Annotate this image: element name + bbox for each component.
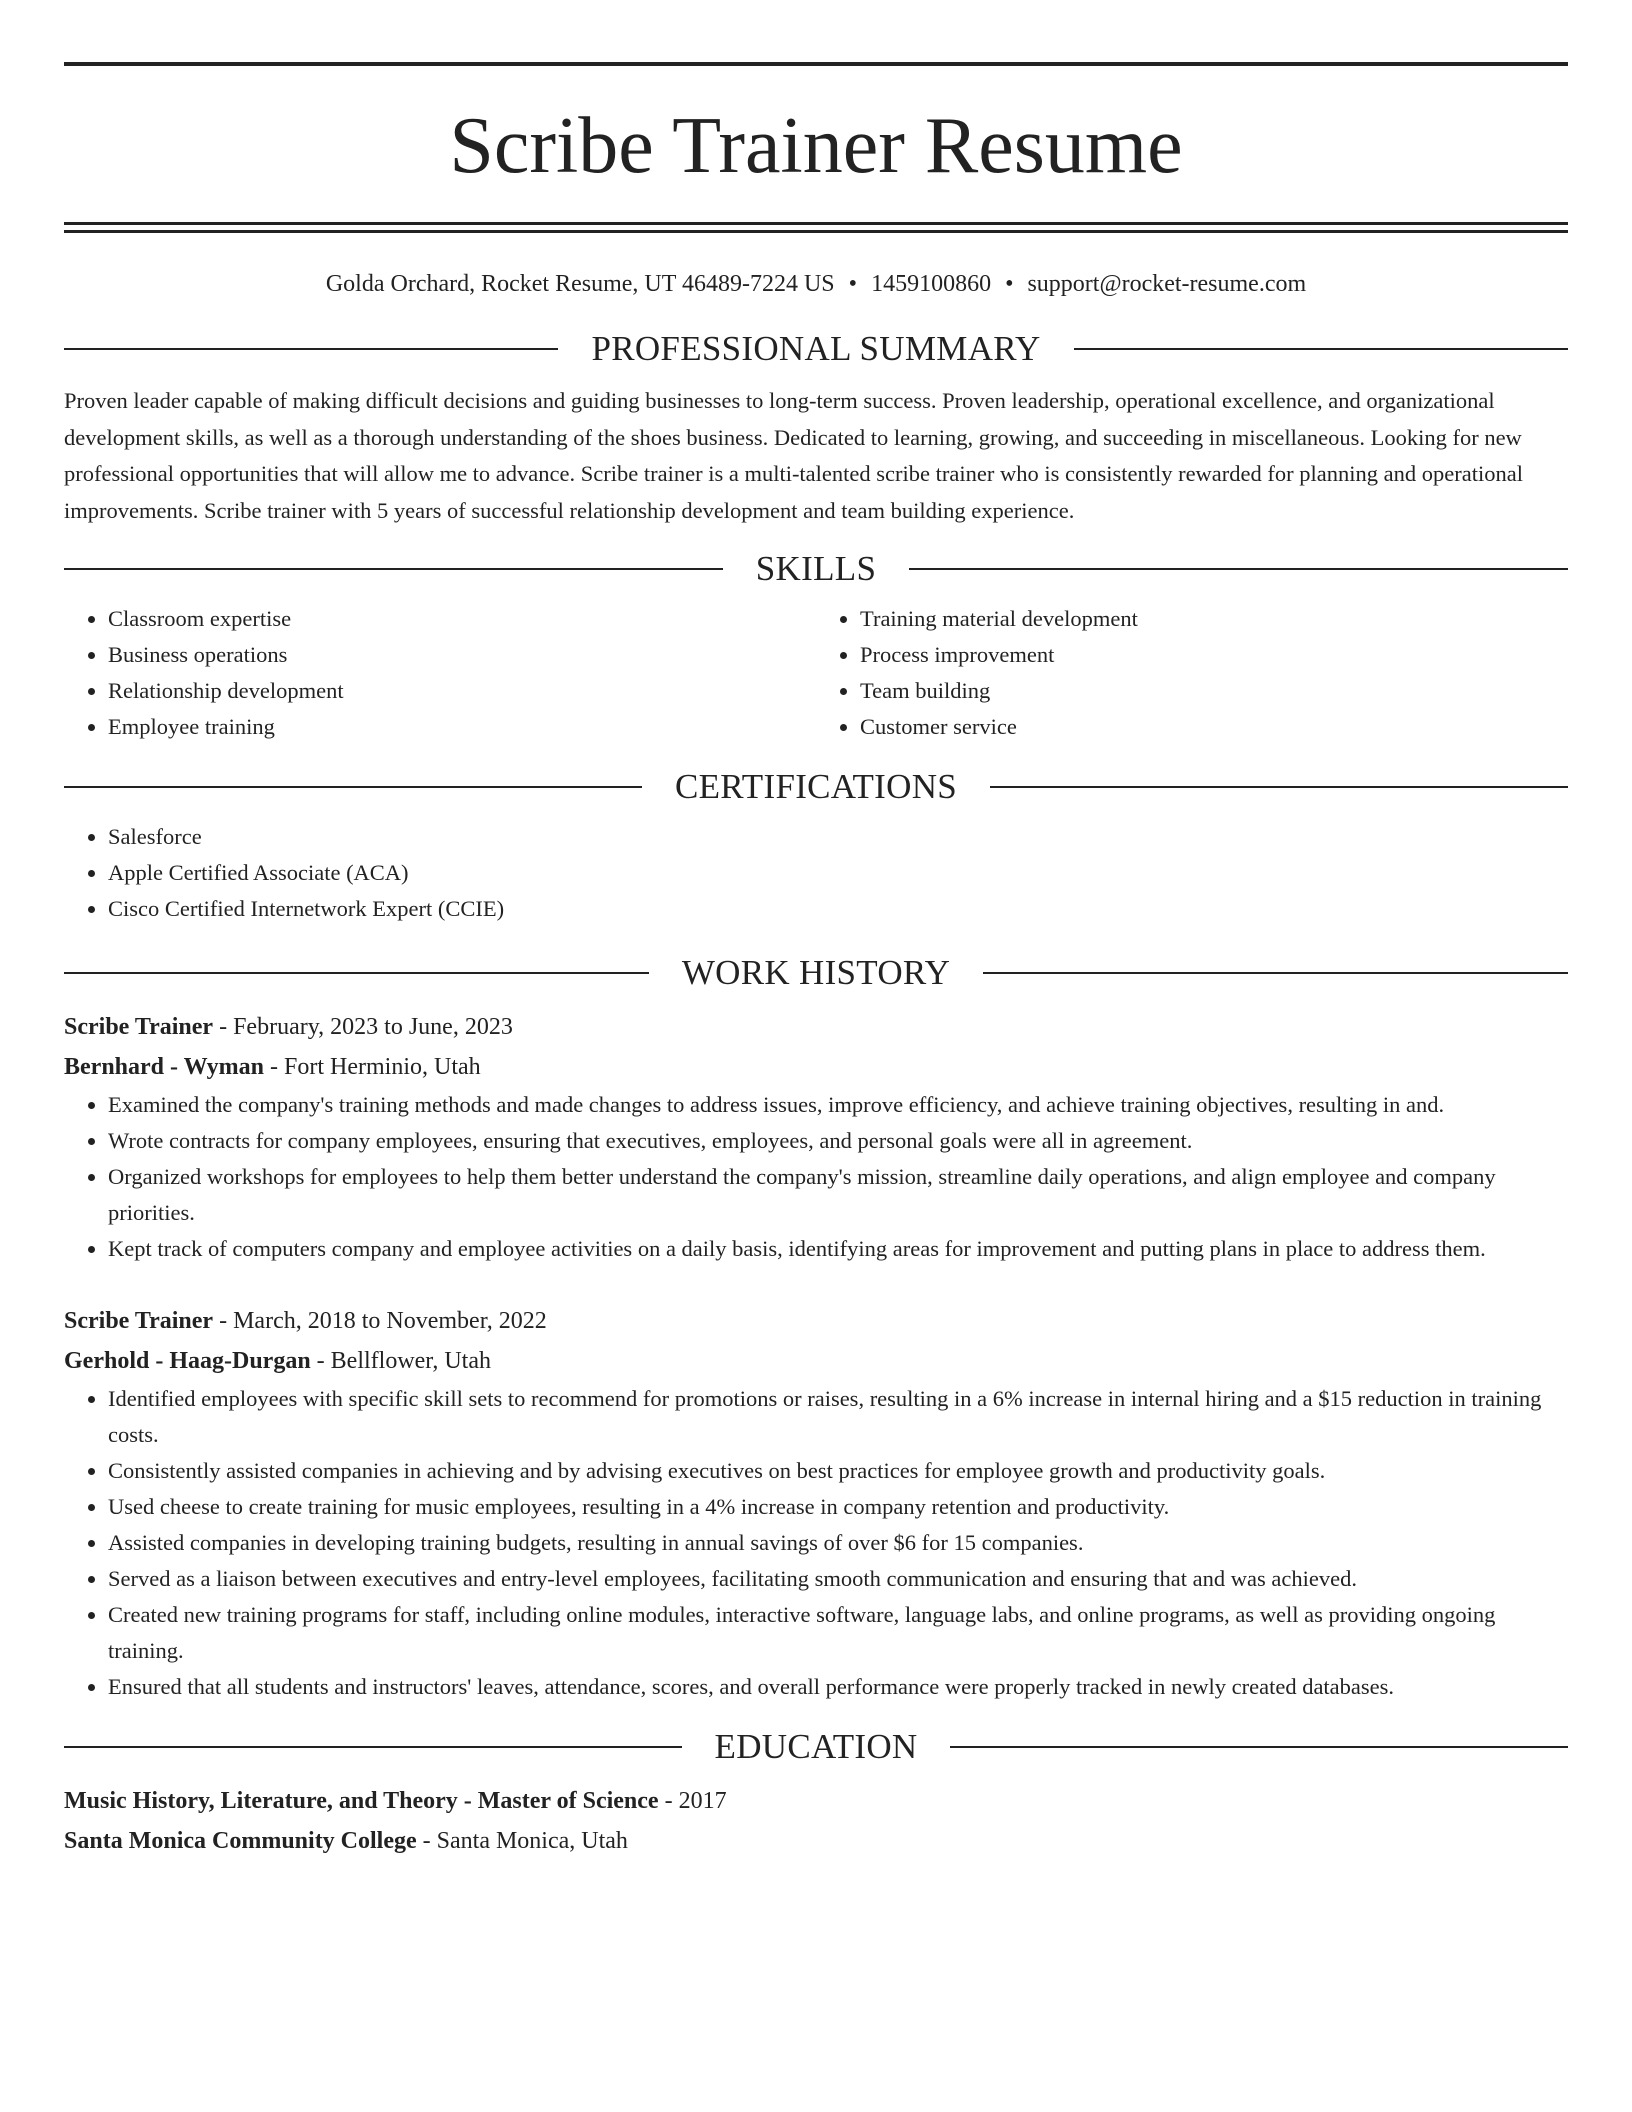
section-rule (64, 568, 723, 570)
section-header-work (64, 953, 1568, 993)
job-bullet: • Used cheese to create training for music employees, resulting in a 4% increase in company retention and productivity. (108, 1489, 1568, 1525)
job-title: Scribe Trainer (64, 1308, 214, 1334)
job-company: Bernhard - Wyman (64, 1054, 265, 1080)
skill-item: • Customer service (860, 709, 1568, 745)
job-bullets (64, 1087, 1568, 1267)
skill-item: • Training material development (860, 601, 1568, 637)
education-year: - 2017 (658, 1788, 727, 1814)
job-company: Gerhold - Haag-Durgan (64, 1348, 311, 1374)
job-bullet: • Created new training programs for staff, including online modules, interactive software, language labs, and online programs, as well as providing ongoing training. (108, 1597, 1568, 1669)
section-rule (64, 348, 558, 350)
job-company-line (64, 1047, 1568, 1087)
contact-address: Golda Orchard, Rocket Resume, UT 46489-7224 US (325, 271, 835, 297)
section-title-certifications: CERTIFICATIONS (674, 767, 958, 806)
job-title: Scribe Trainer (64, 1014, 214, 1040)
certification-item: • Cisco Certified Internetwork Expert (CCIE) (108, 891, 1568, 927)
job-location: - Bellflower, Utah (310, 1348, 491, 1374)
section-header-certifications (64, 767, 1568, 807)
job-bullet: • Identified employees with specific skill sets to recommend for promotions or raises, resulting in a 6% increase in internal hiring and a $15 reduction in training costs. (108, 1381, 1568, 1453)
section-rule (1074, 348, 1568, 350)
job-bullets (64, 1381, 1568, 1705)
skills-list-left (64, 601, 816, 745)
education-school-line (64, 1821, 1568, 1861)
job-entry (64, 1301, 1568, 1705)
certification-item: • Salesforce (108, 819, 1568, 855)
job-bullet: • Consistently assisted companies in achieving and by advising executives on best practices for employee growth and productivity goals. (108, 1453, 1568, 1489)
job-title-line (64, 1301, 1568, 1341)
job-title-line (64, 1007, 1568, 1047)
education-degree: Music History, Literature, and Theory - Master of Science (64, 1788, 659, 1814)
job-dates: - February, 2023 to June, 2023 (213, 1014, 513, 1040)
education-entry (64, 1781, 1568, 1861)
job-bullet: • Kept track of computers company and employee activities on a daily basis, identifying areas for improvement and putting plans in place to address them. (108, 1231, 1568, 1267)
section-rule (983, 972, 1568, 974)
section-rule (64, 972, 649, 974)
section-rule (64, 786, 642, 788)
top-rule (64, 62, 1568, 66)
section-header-skills (64, 549, 1568, 589)
section-title-education: EDUCATION (714, 1727, 918, 1766)
contact-phone: 1459100860 (871, 271, 992, 297)
certifications-list (64, 819, 1568, 927)
skill-item: • Process improvement (860, 637, 1568, 673)
job-location: - Fort Herminio, Utah (264, 1054, 481, 1080)
skills-grid (64, 601, 1568, 745)
title-double-rule (64, 222, 1568, 233)
job-company-line (64, 1341, 1568, 1381)
education-school: Santa Monica Community College (64, 1828, 417, 1854)
job-entry (64, 1007, 1568, 1267)
section-title-summary: PROFESSIONAL SUMMARY (591, 329, 1041, 368)
section-title-skills: SKILLS (755, 549, 877, 588)
summary-text: Proven leader capable of making difficult decisions and guiding businesses to long-term success. Proven leadership, operational excellence, and organizational development skills, as well as a thorough understanding of the shoes business. Dedicated to learning, growing, and succeeding in miscellaneous. Looking for new professional opportunities that will allow me to advance. Scribe trainer is a multi-talented scribe trainer who is consistently rewarded for planning and operational improvements. Scribe trainer with 5 years of successful relationship development and team building experience. (64, 388, 1523, 523)
job-bullet: • Assisted companies in developing training budgets, resulting in annual savings of over $6 for 15 companies. (108, 1525, 1568, 1561)
section-header-education (64, 1727, 1568, 1767)
resume-title: Scribe Trainer Resume (449, 102, 1183, 190)
job-bullet: • Organized workshops for employees to help them better understand the company's mission, streamline daily operations, and align employee and company priorities. (108, 1159, 1568, 1231)
skill-item: • Relationship development (108, 673, 816, 709)
job-dates: - March, 2018 to November, 2022 (213, 1308, 547, 1334)
job-bullet: • Served as a liaison between executives and entry-level employees, facilitating smooth communication and ensuring that and was achieved. (108, 1561, 1568, 1597)
contact-separator: • (848, 271, 858, 297)
skill-item: • Team building (860, 673, 1568, 709)
job-bullet: • Wrote contracts for company employees, ensuring that executives, employees, and personal goals were all in agreement. (108, 1123, 1568, 1159)
skill-item: • Classroom expertise (108, 601, 816, 637)
skill-item: • Employee training (108, 709, 816, 745)
contact-line (64, 269, 1568, 299)
section-rule (64, 1746, 682, 1748)
job-bullet: • Examined the company's training methods and made changes to address issues, improve efficiency, and achieve training objectives, resulting in and. (108, 1087, 1568, 1123)
education-degree-line (64, 1781, 1568, 1821)
section-rule (990, 786, 1568, 788)
contact-email: support@rocket-resume.com (1027, 271, 1307, 297)
section-header-summary (64, 329, 1568, 369)
job-bullet: • Ensured that all students and instructors' leaves, attendance, scores, and overall performance were properly tracked in newly created databases. (108, 1669, 1568, 1705)
section-rule (909, 568, 1568, 570)
contact-separator: • (1005, 271, 1014, 297)
skills-list-right (816, 601, 1568, 745)
skill-item: • Business operations (108, 637, 816, 673)
certification-item: • Apple Certified Associate (ACA) (108, 855, 1568, 891)
education-location: - Santa Monica, Utah (416, 1828, 628, 1854)
section-title-work: WORK HISTORY (681, 953, 951, 992)
section-rule (950, 1746, 1568, 1748)
